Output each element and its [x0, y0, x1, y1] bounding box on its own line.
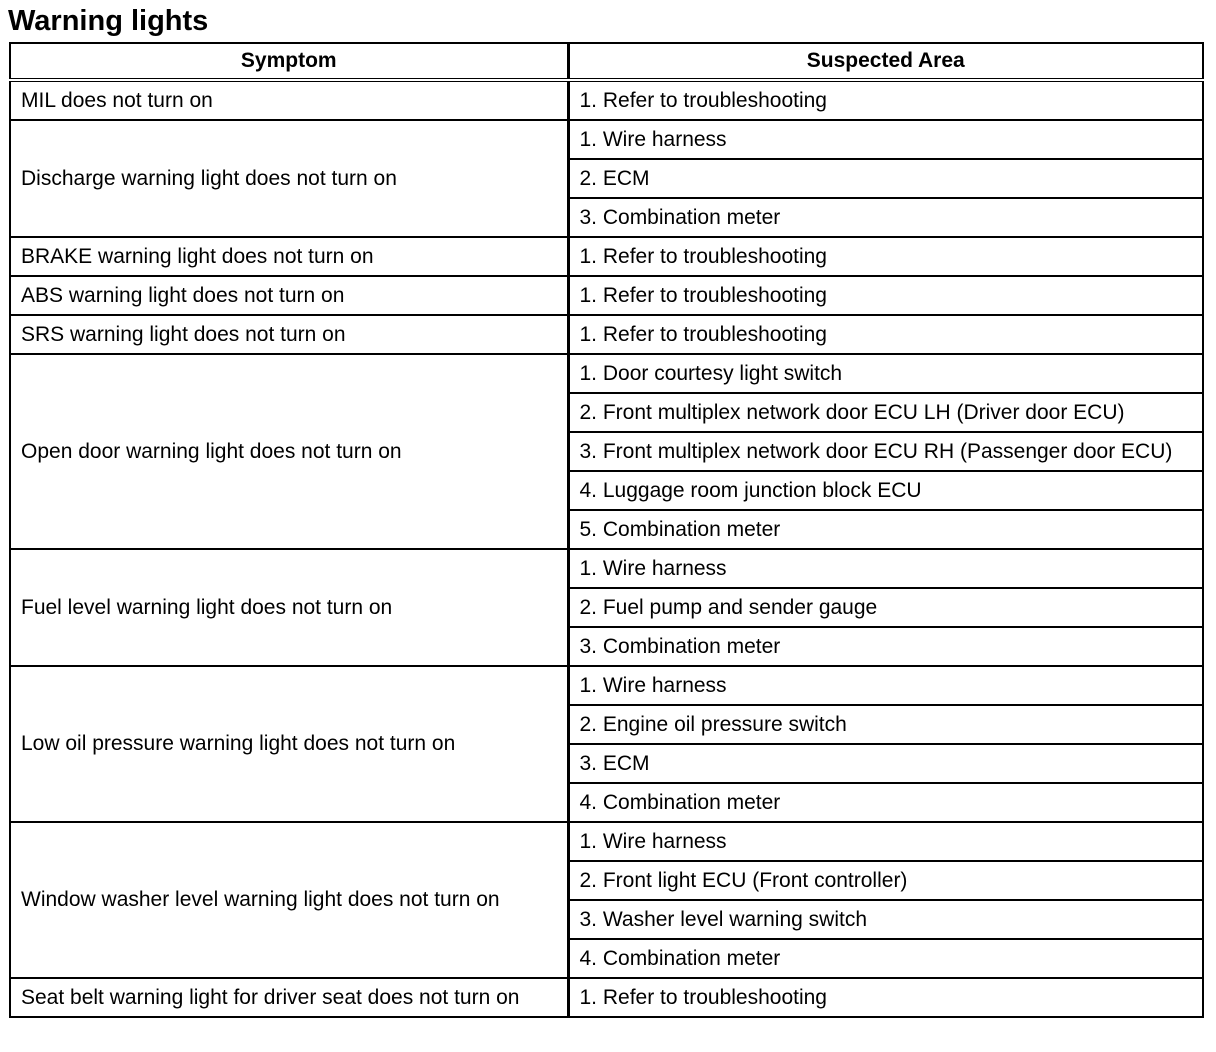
table-header-row — [10, 43, 1203, 80]
suspected-area-cell: 1. Wire harness — [568, 120, 1203, 159]
symptom-column-header: Symptom — [10, 43, 568, 80]
suspected-area-cell: 1. Wire harness — [568, 549, 1203, 588]
table-row — [10, 120, 1203, 159]
table-row — [10, 666, 1203, 705]
suspected-area-cell: 1. Refer to troubleshooting — [568, 276, 1203, 315]
symptom-cell: Low oil pressure warning light does not turn on — [10, 666, 568, 822]
symptom-cell: BRAKE warning light does not turn on — [10, 237, 568, 276]
symptom-cell: Window washer level warning light does not turn on — [10, 822, 568, 978]
symptom-cell: Seat belt warning light for driver seat does not turn on — [10, 978, 568, 1017]
suspected-area-cell: 3. ECM — [568, 744, 1203, 783]
suspected-area-cell: 3. Combination meter — [568, 627, 1203, 666]
warning-lights-table — [9, 42, 1204, 1018]
page-title: Warning lights — [8, 5, 209, 37]
suspected-area-cell: 1. Wire harness — [568, 666, 1203, 705]
table-row — [10, 80, 1203, 120]
suspected-area-cell: 3. Combination meter — [568, 198, 1203, 237]
symptom-cell: Fuel level warning light does not turn on — [10, 549, 568, 666]
suspected-area-cell: 1. Refer to troubleshooting — [568, 315, 1203, 354]
table-row — [10, 822, 1203, 861]
table-row — [10, 978, 1203, 1017]
suspected-area-cell: 4. Luggage room junction block ECU — [568, 471, 1203, 510]
symptom-cell: Open door warning light does not turn on — [10, 354, 568, 549]
suspected-area-cell: 4. Combination meter — [568, 939, 1203, 978]
suspected-area-cell: 2. Front light ECU (Front controller) — [568, 861, 1203, 900]
table-row — [10, 237, 1203, 276]
suspected-area-cell: 2. Front multiplex network door ECU LH (Driver door ECU) — [568, 393, 1203, 432]
suspected-area-cell: 2. ECM — [568, 159, 1203, 198]
suspected-area-cell: 1. Refer to troubleshooting — [568, 978, 1203, 1017]
suspected-area-column-header: Suspected Area — [568, 43, 1203, 80]
symptom-cell: ABS warning light does not turn on — [10, 276, 568, 315]
suspected-area-cell: 1. Wire harness — [568, 822, 1203, 861]
symptom-cell: MIL does not turn on — [10, 80, 568, 120]
table-row — [10, 549, 1203, 588]
suspected-area-cell: 3. Front multiplex network door ECU RH (Passenger door ECU) — [568, 432, 1203, 471]
table-body — [10, 80, 1203, 1017]
suspected-area-cell: 2. Engine oil pressure switch — [568, 705, 1203, 744]
symptom-cell: Discharge warning light does not turn on — [10, 120, 568, 237]
suspected-area-cell: 3. Washer level warning switch — [568, 900, 1203, 939]
suspected-area-cell: 5. Combination meter — [568, 510, 1203, 549]
suspected-area-cell: 2. Fuel pump and sender gauge — [568, 588, 1203, 627]
suspected-area-cell: 1. Refer to troubleshooting — [568, 80, 1203, 120]
suspected-area-cell: 1. Door courtesy light switch — [568, 354, 1203, 393]
table-row — [10, 315, 1203, 354]
table-row — [10, 276, 1203, 315]
suspected-area-cell: 1. Refer to troubleshooting — [568, 237, 1203, 276]
symptom-cell: SRS warning light does not turn on — [10, 315, 568, 354]
table-row — [10, 354, 1203, 393]
suspected-area-cell: 4. Combination meter — [568, 783, 1203, 822]
